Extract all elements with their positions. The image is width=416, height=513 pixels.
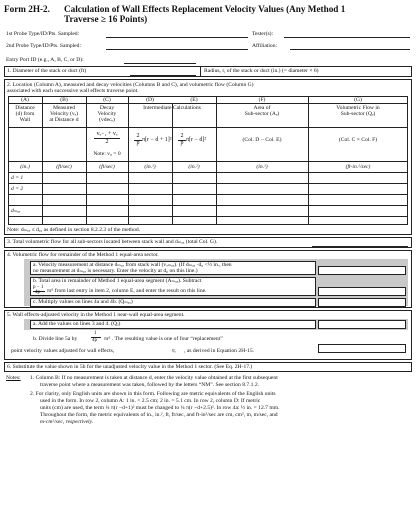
affiliation-field[interactable] (290, 49, 410, 50)
item4c-label: c. Multiply values on lines 4a and 4b. (Qₘₐₓ) (33, 299, 133, 305)
col-letter-f: (F) (258, 97, 266, 103)
row-label-d1: d = 1 (11, 175, 24, 181)
item5-label: 5. Wall effects-adjusted velocity in the Method 1 near-wall equal-area segment. (7, 312, 185, 318)
row1-radius-label: Radius, r, of the stack or duct (in.) (= diameter × 6) (204, 68, 319, 74)
table-note: Note: dₘₐₓ ≤ d₀, as defined in section 8.2.2.3 of the method. (7, 227, 141, 233)
item5b-line4: , as derived in Equation 2H-15. (184, 348, 255, 354)
item4c-field[interactable] (318, 298, 406, 307)
item3-label: 3. Total volumetric flow for all sub-sectors located between stack wall and dₘₐₓ (total Col. G). (7, 239, 218, 245)
row1-diameter-label: 1. Diameter of the stack or duct (ft) (7, 68, 87, 74)
item5b-line3: point velocity values adjusted for wall effects, (11, 348, 115, 354)
col-c-header: Decay Velocity (vdecₑ) (97, 105, 117, 124)
col-g-header: Volumetric Flow in Sub-sector (Qₑ) (336, 105, 380, 118)
formula-g: (Col. C × Col. F) (338, 137, 378, 143)
col-a-header: Distance (d) from Wall (15, 105, 35, 124)
item4a-field[interactable] (318, 266, 406, 275)
item4b-line1: b. Total area in remainder of Method 1 equal-area segment (Aₘₐₓ). Subtract (33, 278, 202, 284)
col-letter-b: (B) (60, 97, 68, 103)
formula-e: π[r − d]² (186, 137, 207, 143)
row2-line1: 2. Location (Column A), measured and decay velocities (Columns B and C), and volumetric flow (Column G) (7, 82, 254, 88)
formula-c-bottom: 2 (105, 139, 109, 145)
col-letter-d: (D) (146, 97, 154, 103)
item5b-symbol: v̄ₑ (172, 348, 176, 354)
unit-b: (ft/sec) (56, 164, 72, 170)
formula-c-note: Note: v₀ = 0 (93, 151, 121, 157)
probe2-field[interactable] (106, 49, 248, 50)
tester-field[interactable] (284, 37, 410, 38)
item3-field[interactable] (312, 246, 408, 247)
col-de-header: Intermediate Calculations (143, 105, 201, 111)
col-letter-a: (A) (21, 97, 29, 103)
formula-f: (Col. D − Col. E) (242, 137, 282, 143)
item5a-label: a. Add the values on lines 3 and 4. (Qⱼ) (33, 321, 121, 327)
item5a-field[interactable] (318, 320, 406, 329)
col-letter-g: (G) (354, 97, 362, 103)
probe1-field[interactable] (106, 37, 248, 38)
formula-d: π[r − d + 1]² (142, 137, 172, 143)
row-label-dmax: dₘₐₓ (11, 208, 21, 214)
form-title-line1: Calculation of Wall Effects Replacement Velocity Values (Any Method 1 (64, 4, 346, 14)
note2-line5: m-cm²/sec, respectively. (40, 419, 94, 425)
formula-c-top: vₑ₋₁ + vₑ (96, 131, 118, 137)
item5b-line2: πr² . The resulting value is one of four “replacement” (104, 336, 223, 342)
row2-line2: associated with each successive wall effects traverse point. (7, 88, 139, 94)
probe2-label: 2nd Probe Type/ID/Pts. Sampled: (6, 43, 82, 49)
row-label-d2: d = 2 (11, 186, 24, 192)
col-b-header: Measured Velocity (vₑ) at Distance d (49, 105, 79, 124)
diameter-field[interactable] (130, 75, 196, 76)
item4a-line1: a. Velocity measurement at distance dₘₐₓ from stack wall (vₔₘₐₓ). (If dₘₐₓ ·d₀ <½ in., then (33, 262, 232, 268)
item4b-line2: πr² from last entry in item 2, column E, and enter the result on this line. (47, 288, 207, 294)
item5b-field[interactable] (318, 344, 406, 353)
unit-e: (in.²) (188, 164, 200, 170)
col-f-header: Area of Sub-sector (Aₑ) (244, 105, 280, 118)
item4b-field[interactable] (318, 287, 406, 296)
col-letter-c: (C) (103, 97, 111, 103)
item4b-frac-bottom: 4p (35, 290, 40, 295)
note2-line2: used in the form. In row 2, column A: 1 in. = 2.5 cm; 2 in. = 5.1 cm. In row 2, column D: If metric (40, 398, 261, 404)
item6-label: 6. Substitute the value shown in 5b for the unadjusted velocity value in the Method 1 sector. (See Eq. 2H-17.) (7, 364, 253, 370)
notes-label: Notes: (6, 375, 21, 381)
item5b-frac-top: 1 (94, 331, 97, 336)
unit-d: (in.²) (144, 164, 156, 170)
form-title-line2: Traverse ≥ 16 Points) (64, 14, 148, 24)
note2-line4: Throughout the form, the metric equivalents of in., in.², ft, ft/sec, and ft-in²/sec are cm, cm², m, m/sec, and (40, 412, 278, 418)
item4-label: 4. Volumetric flow for remainder of the Method 1 equal-area sector. (7, 252, 159, 258)
entry-port-label: Entry Port ID (e.g., A, B, C, or D): (6, 57, 84, 63)
col-letter-e: (E) (190, 97, 198, 103)
entry-port-field[interactable] (124, 63, 196, 64)
form-page: Form 2H-2. Calculation of Wall Effects Replacement Velocity Values (Any Method 1 Traverse ≥ 16 Points) 1st Probe Type/ID/Pts. Sampled: Tester(s): 2nd Probe Type/ID/Pts. Sampled: Affiliation: Entry Port ID (e.g., A, B, C, or D): 1. Diameter of the stack or duct (ft) Radius, r, of the stack or duct (in.) (= diameter × 6) 2. Location (Column A), measured and decay velocities (Columns B and C), and volumetric flow (Column G) associated with each successive wall effects traverse point. (A) (B) (C) (D) (E) (F) (G) Distance (d) from Wall Measured Velocity (vₑ) at Distance d Decay Velocity (vdecₑ) Intermediate Calculations Area of Sub-sector (Aₑ) Volumetric Flow in Sub-sector (Qₑ) vₑ₋₁ + vₑ 2 Note: v₀ = 0 2 p π[r − d + 1]² 2 p π[r − d]² (Col. D − Col. E) (Col. C × Col. F) (in.) (ft/sec) (ft/sec) (in.²) (in.²) (in.²) (ft-in.²/sec) d = 1 d = 2 dₘₐₓ Note: dₘₐₓ ≤ d₀, as defined in section 8.2.2.3 of the method. 3. Total volumetric flow for all sub-sectors located between stack wall and dₘₐₓ (total Col. G). 4. Volumetric flow for remainder of the Method 1 equal-area sector. a. Velocity measurement at distance dₘₐₓ from stack wall (vₔₘₐₓ). (If dₘₐₓ ·d₀ <½ in., then no measurement at dₘₐₓ is necessary. Enter the velocity at d₀ on this line.) b. Total area in remainder of Method 1 equal-area segment (Aₘₐₓ). Subtract p − 1 4p πr² from last entry in item 2, column E, and enter the result on this line. c. Multiply values on lines 4a and 4b. (Qₘₐₓ) 5. Wall effects-adjusted velocity in the Method 1 near-wall equal-area segment. a. Add the values on lines 3 and 4. (Qⱼ) b. Divide line 5a by 1 4p πr² . The resulting value is one of four “replacement” point velocity values adjusted for wall effects, v̄ₑ , as derived in Equation 2H-15. 6. Substitute the value shown in 5b for the unadjusted velocity value in the Method 1 sector. (See Eq. 2H-17.) Notes: 1. Column B: If no measurement is taken at distance d, enter the velocity value obtained at the first subsequent traverse point where a measurement was taken, followed by the letters “NM”. See section 8.7.1.2. 2. For clarity, only English units are shown in this form. Following are metric equivalents of the English units used in the form. In row 2, column A: 1 in. = 2.5 cm; 2 in. = 5.1 cm. In row 2, column D: If metric units (cm) are used, the term ¼ π(r −d+1)² must be changed to ¼ π(r −d+2.5)². In row 4a: ½ in. = 12.7 mm. Throughout the form, the metric equivalents of in., in.², ft, ft/sec, and ft-in²/sec are cm, cm², m, m/sec, and m-cm²/sec, respectively. (0, 0, 416, 513)
note1-line2: traverse point where a measurement was taken, followed by the letters “NM”. See section 8.7.1.2. (40, 382, 260, 388)
item5b-frac-bottom: 4p (92, 338, 97, 343)
form-id: Form 2H-2. (4, 4, 50, 14)
note2-line3: units (cm) are used, the term ¼ π(r −d+1)² must be changed to ¼ π(r −d+2.5)². In row 4a: ½ in. = 12.7 mm. (40, 405, 280, 411)
unit-c: (ft/sec) (99, 164, 115, 170)
note1-line1: 1. Column B: If no measurement is taken at distance d, enter the velocity value obtained at the first subsequent (30, 375, 278, 381)
probe1-label: 1st Probe Type/ID/Pts. Sampled: (6, 31, 80, 37)
note2-line1: 2. For clarity, only English units are shown in this form. Following are metric equivalents of the English units (30, 391, 276, 397)
unit-g: (ft-in.²/sec) (345, 164, 371, 170)
item4a-line2: no measurement at dₘₐₓ is necessary. Enter the velocity at d₀ on this line.) (33, 268, 198, 274)
affiliation-label: Affiliation: (252, 43, 278, 49)
unit-f: (in.²) (256, 164, 268, 170)
unit-a: (in.) (20, 164, 30, 170)
item5b-line1: b. Divide line 5a by (33, 336, 78, 342)
tester-label: Tester(s): (252, 31, 274, 37)
item4b-frac-top: p − 1 (33, 285, 44, 290)
